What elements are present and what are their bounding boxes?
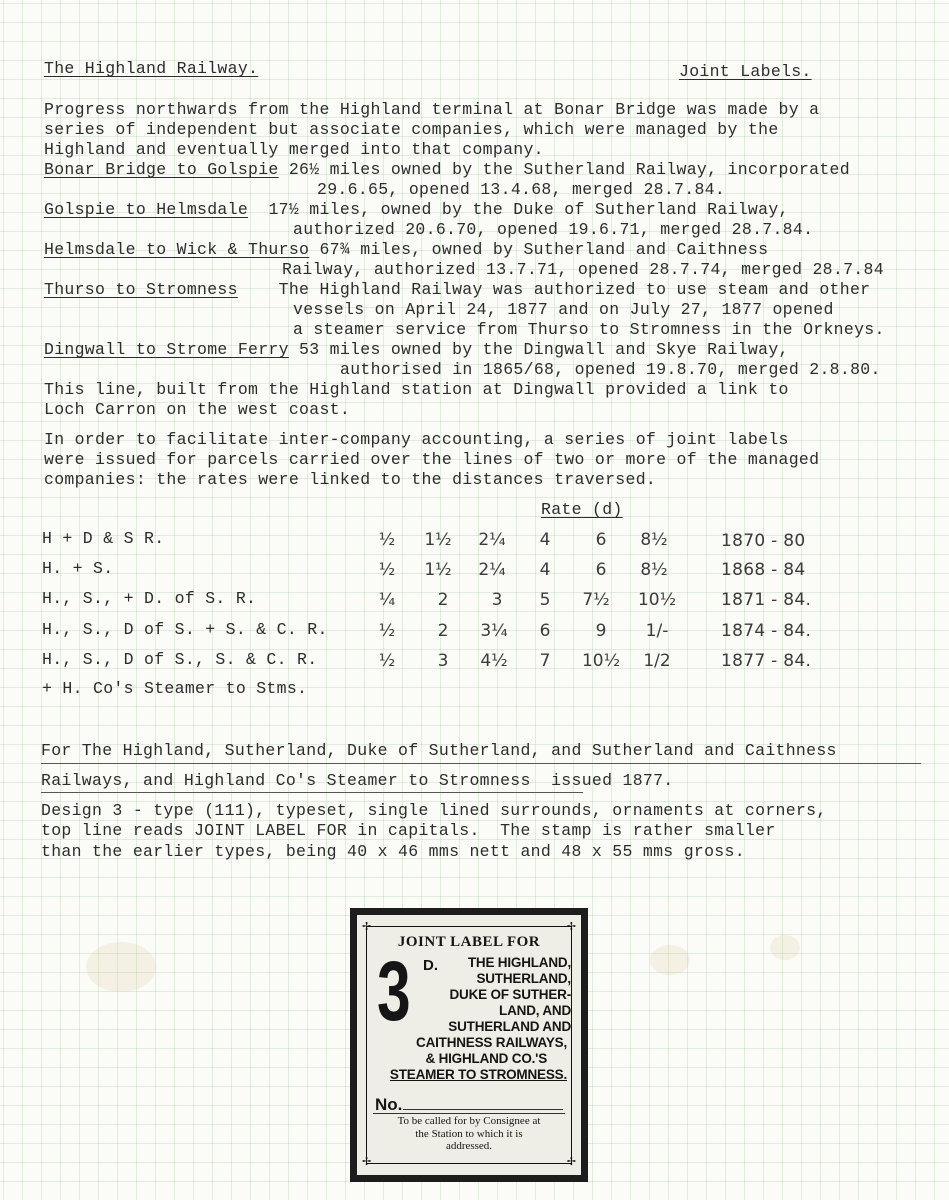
route-text: The Highland Railway was authorized to use steam and other: [237, 280, 871, 299]
stamp-body-line: DUKE OF SUTHER-: [449, 987, 571, 1002]
route-cont: authorised in 1865/68, opened 19.8.70, merged 2.8.80.: [340, 360, 881, 379]
dingwall-note: Loch Carron on the west coast.: [44, 400, 351, 419]
rate-row-label: H. + S.: [42, 559, 114, 578]
route-name: Helmsdale to Wick & Thurso: [44, 240, 310, 259]
rate-years: 1877 - 84.: [721, 651, 812, 671]
stamp-body-line: CAITHNESS RAILWAYS,: [416, 1035, 567, 1050]
route-text: 53 miles owned by the Dingwall and Skye Railway,: [288, 340, 789, 359]
rate-cell: 6: [539, 621, 551, 641]
route-text: 26½ miles owned by the Sutherland Railway, incorporated: [278, 160, 850, 179]
rate-header: Rate (d): [541, 500, 623, 519]
rate-cell: 6: [595, 530, 607, 550]
rate-cell: 4½: [480, 651, 508, 671]
route-text: 17½ miles, owned by the Duke of Sutherland Railway,: [248, 200, 789, 219]
route-cont: 29.6.65, opened 13.4.68, merged 28.7.84.: [317, 180, 726, 199]
stamp-heading: JOINT LABEL FOR: [397, 934, 541, 950]
rate-years: 1870 - 80: [721, 531, 806, 551]
intro-line: Highland and eventually merged into that company.: [44, 140, 544, 159]
rate-cell: 5: [539, 590, 551, 610]
issue-underline: [41, 792, 583, 793]
rate-cell: 2: [437, 621, 449, 641]
joint-label-stamp: [357, 915, 581, 1175]
route-line: [44, 280, 870, 300]
accounting-line: were issued for parcels carried over the lines of two or more of the managed: [44, 450, 820, 469]
rate-cell: ¼: [378, 590, 396, 610]
rate-cell: ½: [378, 621, 396, 641]
rate-cell: 1/-: [645, 621, 669, 641]
design-line: Design 3 - type (111), typeset, single lined surrounds, ornaments at corners,: [41, 801, 827, 820]
rate-cell: 1½: [424, 560, 452, 580]
corner-ornament-icon: ✢: [362, 1156, 372, 1168]
rate-cell: 2¼: [478, 560, 506, 580]
design-line: than the earlier types, being 40 x 46 mms nett and 48 x 55 mms gross.: [41, 842, 745, 861]
rate-cell: 3: [437, 651, 449, 671]
rate-cell: 10½: [637, 590, 677, 610]
stamp-divider: [373, 1113, 565, 1114]
rate-cell: 2: [437, 590, 449, 610]
issue-line: [41, 771, 674, 791]
rate-row-label: H., S., + D. of S. R.: [42, 589, 257, 608]
route-line: [44, 240, 768, 260]
route-text: 67¾ miles, owned by Sutherland and Caithness: [309, 240, 769, 259]
rate-cell: ½: [378, 651, 396, 671]
rate-years: 1874 - 84.: [721, 621, 812, 641]
rate-cell: 4: [539, 560, 551, 580]
rate-years: 1868 - 84: [721, 560, 806, 580]
rate-cell: 9: [595, 621, 607, 641]
route-cont: a steamer service from Thurso to Stromness in the Orkneys.: [293, 320, 885, 339]
rate-cell: 3: [491, 590, 503, 610]
stamp-body: [375, 955, 571, 1083]
intro-line: Progress northwards from the Highland terminal at Bonar Bridge was made by a: [44, 100, 820, 119]
corner-ornament-icon: ✢: [362, 921, 372, 933]
intro-line: series of independent but associate companies, which were managed by the: [44, 120, 779, 139]
accounting-line: In order to facilitate inter-company accounting, a series of joint labels: [44, 430, 789, 449]
rate-cell: ½: [378, 530, 396, 550]
rate-cell: 8½: [640, 530, 668, 550]
rate-cell: 8½: [640, 560, 668, 580]
stamp-body-line: & HIGHLAND CO.'S: [425, 1051, 547, 1066]
issue-line: For The Highland, Sutherland, Duke of Sutherland, and Sutherland and Caithness: [41, 741, 837, 760]
route-cont: vessels on April 24, 1877 and on July 27, 1877 opened: [293, 300, 834, 319]
issue-railways: Railways, and Highland Co's Steamer to Stromness: [41, 771, 531, 790]
rate-row-label: H., S., D of S., S. & C. R.: [42, 650, 318, 669]
stamp-number-label: No.: [375, 1095, 403, 1114]
paper-stain: [86, 942, 156, 992]
issue-underline: [41, 763, 921, 764]
rate-row-label: H., S., D of S. + S. & C. R.: [42, 620, 328, 639]
dingwall-note: This line, built from the Highland station at Dingwall provided a link to: [44, 380, 789, 399]
stamp-body-line: SUTHERLAND,: [476, 971, 571, 986]
rate-cell: 4: [539, 530, 551, 550]
rate-cell: 7½: [582, 590, 610, 610]
stamp-unit: D.: [423, 957, 438, 974]
stamp-footer: [357, 1115, 581, 1153]
rate-cell: 3¼: [480, 621, 508, 641]
route-name: Bonar Bridge to Golspie: [44, 160, 279, 179]
corner-ornament-icon: ✢: [566, 1156, 576, 1168]
paper-stain: [770, 935, 800, 960]
corner-ornament-icon: ✢: [566, 921, 576, 933]
issue-date: issued 1877.: [551, 771, 674, 790]
route-line: [44, 160, 850, 180]
rate-cell: 1/2: [643, 651, 671, 671]
route-cont: authorized 20.6.70, opened 19.6.71, merged 28.7.84.: [293, 220, 814, 239]
stamp-footer-line: addressed.: [445, 1140, 493, 1152]
page-title: The Highland Railway.: [44, 59, 259, 78]
rate-row-label: H + D & S R.: [42, 529, 165, 548]
stamp-body-line: LAND, AND: [499, 1003, 571, 1018]
rate-cell: ½: [378, 560, 396, 580]
route-line: [44, 200, 789, 220]
stamp-body-line: THE HIGHLAND,: [467, 955, 571, 970]
route-cont: Railway, authorized 13.7.71, opened 28.7.74, merged 28.7.84: [282, 260, 884, 279]
stamp-rate: 3: [377, 944, 411, 1038]
stamp-body-line: SUTHERLAND AND: [448, 1019, 571, 1034]
rate-cell: 6: [595, 560, 607, 580]
route-name: Golspie to Helmsdale: [44, 200, 249, 219]
route-name: Dingwall to Strome Ferry: [44, 340, 289, 359]
paper-stain: [650, 945, 690, 975]
rate-years: 1871 - 84.: [721, 590, 812, 610]
design-line: top line reads JOINT LABEL FOR in capitals. The stamp is rather smaller: [41, 821, 776, 840]
stamp-footer-line: To be called for by Consignee at: [397, 1115, 541, 1127]
rate-cell: 7: [539, 651, 551, 671]
stamp-footer-line: the Station to which it is: [415, 1127, 523, 1140]
rate-footnote: + H. Co's Steamer to Stms.: [42, 679, 308, 698]
rate-cell: 10½: [581, 651, 621, 671]
stamp-number-line: [403, 1109, 563, 1110]
section-title: Joint Labels.: [679, 62, 812, 81]
route-name: Thurso to Stromness: [44, 280, 238, 299]
stamp-body-line: STEAMER TO STROMNESS.: [389, 1067, 567, 1082]
accounting-line: companies: the rates were linked to the distances traversed.: [44, 470, 657, 489]
stamp-mount: [350, 908, 588, 1182]
route-line: [44, 340, 789, 360]
rate-cell: 1½: [424, 530, 452, 550]
rate-cell: 2¼: [478, 530, 506, 550]
